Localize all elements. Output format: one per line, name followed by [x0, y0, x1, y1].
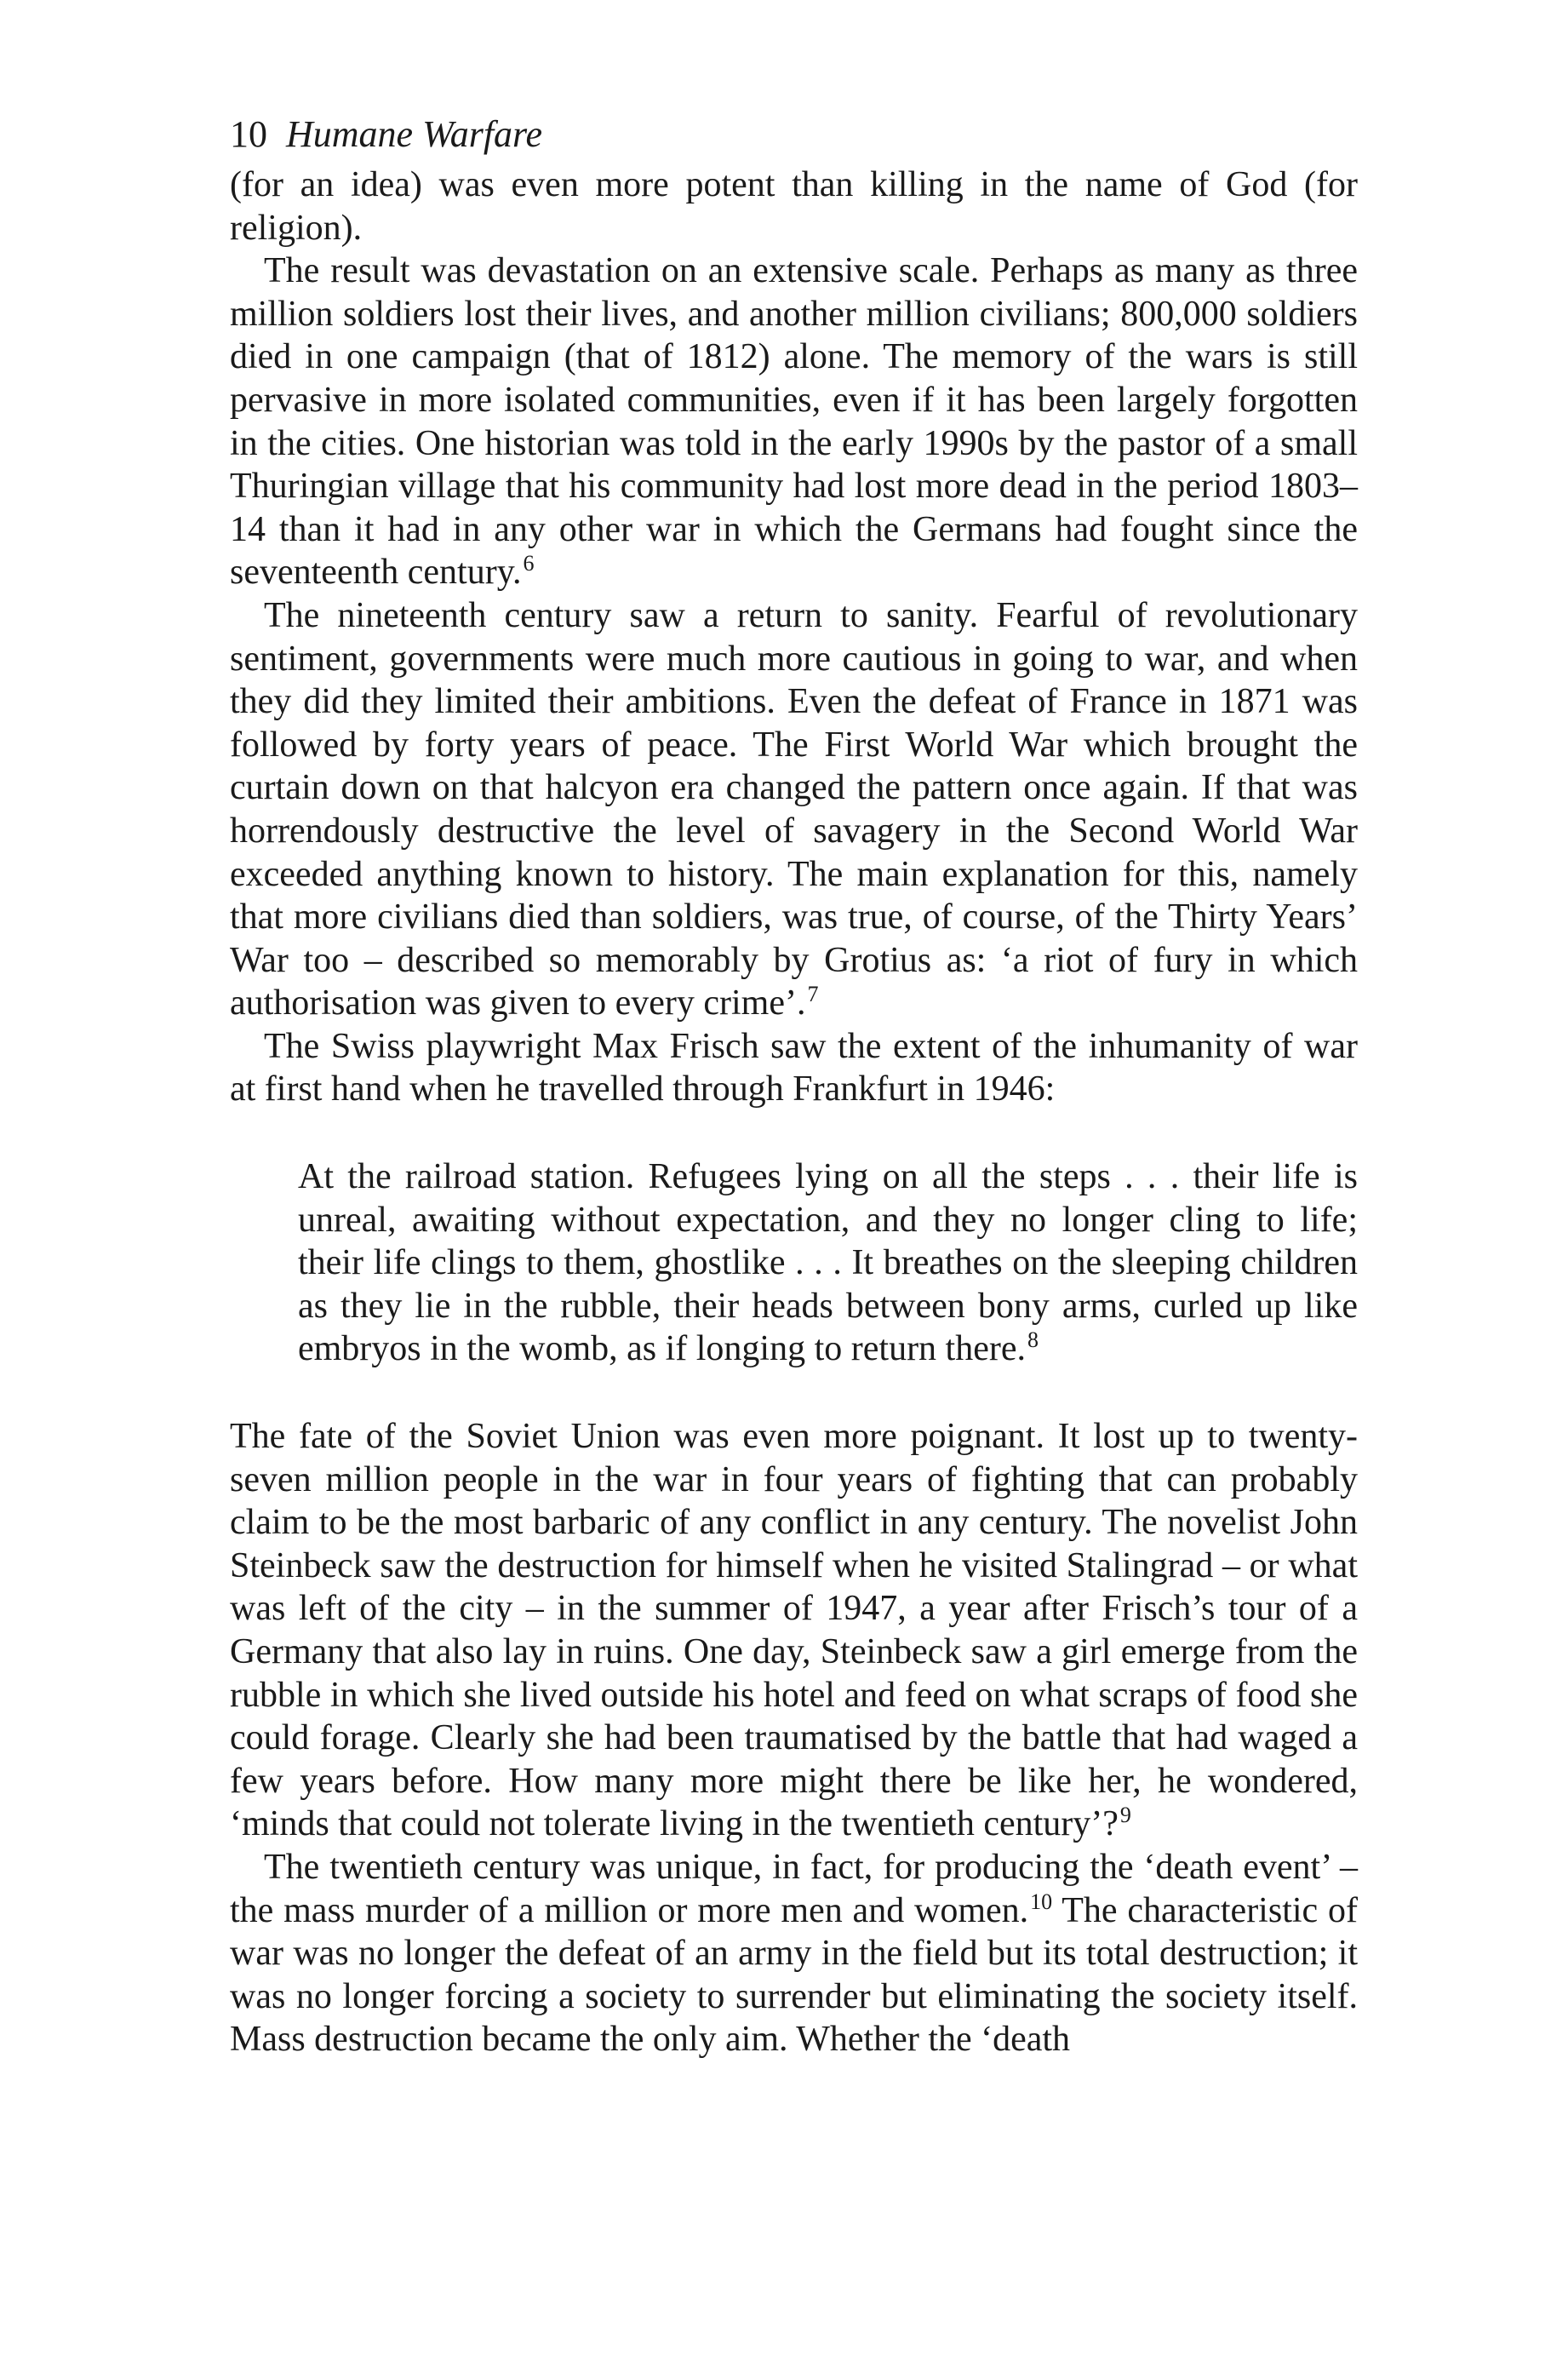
paragraph-text: The result was devastation on an extensive scale. Perhaps as many as three million soldiers lost their lives, and another million civilians; 800,000 soldiers died in one campaign (that of 1812) alone. The memory of the wars is still pervasive in more isolated communities, even if it has been largely forgotten in the cities. One historian was told in the early 1990s by the pastor of a small Thuringian village that his community had lost more dead in the period 1803–14 than it had in any other war in which the Germans had fought since the seventeenth century.: [230, 251, 1358, 593]
paragraph-text: The characteristic of war was no longer the defeat of an army in the field but its total destruction; it was no longer forcing a society to surrender but eliminating the society itself. Mass destruction became the only aim. Whether the ‘death: [230, 1890, 1358, 2060]
paragraph-death-event: [230, 1846, 1358, 2061]
paragraph-max-frisch: [230, 1025, 1358, 1111]
footnote-marker[interactable]: 7: [807, 982, 819, 1007]
paragraph-text: The fate of the Soviet Union was even more poignant. It lost up to twenty-seven million people in the war in four years of fighting that can probably claim to be the most barbaric of any conflict in any century. The novelist John Steinbeck saw the destruction for himself when he visited Stalingrad – or what was left of the city – in the summer of 1947, a year after Frisch’s tour of a Germany that also lay in ruins. One day, Steinbeck saw a girl emerge from the rubble in which she lived outside his hotel and feed on what scraps of food she could forage. Clearly she had been traumatised by the battle that had waged a few years before. How many more might there be like her, he wondered, ‘minds that could not tolerate living in the twentieth century’?: [230, 1417, 1358, 1844]
footnote-marker[interactable]: 10: [1030, 1889, 1053, 1914]
footnote-marker[interactable]: 8: [1027, 1327, 1039, 1353]
paragraph-text: (for an idea) was even more potent than killing in the name of God (for religion).: [230, 165, 1358, 248]
book-page: [230, 111, 1358, 2061]
page-number: 10: [230, 113, 267, 155]
paragraph-devastation: [230, 249, 1358, 594]
quote-text: At the railroad station. Refugees lying on all the steps . . . their life is unreal, awaiting without expectation, and they no longer cling to life; their life clings to them, ghostlike . . . It breathes on the sleeping children as they lie in the rubble, their heads between bony arms, curled up like embryos in the womb, as if longing to return there.: [298, 1157, 1358, 1369]
running-head: [230, 111, 1358, 158]
paragraph-continued: [230, 163, 1358, 249]
paragraph-nineteenth-century: [230, 594, 1358, 1025]
paragraph-soviet-union: [230, 1415, 1358, 1846]
paragraph-text: The twentieth century was unique, in fact, for producing the ‘death event’ – the mass murder of a million or more men and women.: [230, 1847, 1358, 1930]
book-title: Humane Warfare: [286, 113, 543, 155]
footnote-marker[interactable]: 6: [523, 551, 535, 576]
block-quote: [298, 1155, 1358, 1371]
paragraph-text: The nineteenth century saw a return to sanity. Fearful of revolutionary sentiment, governments were much more cautious in going to war, and when they did they limited their ambitions. Even the defeat of France in 1871 was followed by forty years of peace. The First World War which brought the curtain down on that halcyon era changed the pattern once again. If that was horrendously destructive the level of savagery in the Second World War exceeded anything known to history. The main explanation for this, namely that more civilians died than soldiers, was true, of course, of the Thirty Years’ War too – described so memorably by Grotius as: ‘a riot of fury in which authorisation was given to every crime’.: [230, 595, 1358, 1023]
footnote-marker[interactable]: 9: [1119, 1803, 1131, 1828]
paragraph-text: The Swiss playwright Max Frisch saw the extent of the inhumanity of war at first hand when he travelled through Frankfurt in 1946:: [230, 1026, 1358, 1109]
